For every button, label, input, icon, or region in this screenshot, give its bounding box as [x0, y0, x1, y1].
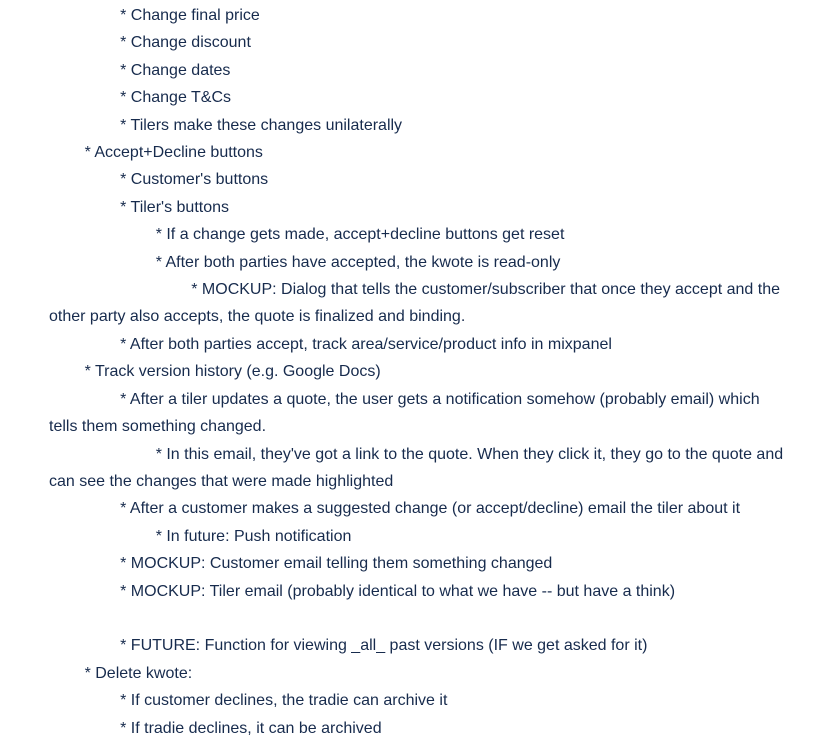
list-item-track-mixpanel: * After both parties accept, track area/service/product info in mixpanel	[49, 335, 612, 353]
list-item-change-resets-buttons: * If a change gets made, accept+decline buttons get reset	[49, 226, 565, 244]
list-item-tradie-declines: * If tradie declines, it can be archived	[49, 719, 382, 737]
list-item-tilers-buttons: * Tiler's buttons	[49, 198, 230, 216]
list-item-tilers-unilateral: * Tilers make these changes unilaterally	[49, 116, 403, 134]
list-item-mockup-tiler-email: * MOCKUP: Tiler email (probably identical to what we have -- but have a think)	[49, 582, 676, 600]
list-item-tiler-update-notification: * After a tiler updates a quote, the user gets a notification somehow (probably email) which tells them something changed.	[49, 390, 765, 436]
list-item-change-discount: * Change discount	[49, 34, 251, 52]
list-item-change-tcs: * Change T&Cs	[49, 89, 231, 107]
list-item-push-notification: * In future: Push notification	[49, 527, 352, 545]
document-body	[49, 2, 789, 742]
list-item-version-history: * Track version history (e.g. Google Docs)	[49, 363, 381, 381]
list-item-change-final-price: * Change final price	[49, 7, 260, 24]
list-item-delete-kwote: * Delete kwote:	[49, 664, 193, 682]
list-item-customer-declines: * If customer declines, the tradie can archive it	[49, 692, 448, 710]
list-item-customer-change-email: * After a customer makes a suggested change (or accept/decline) email the tiler about it	[49, 500, 741, 518]
list-item-mockup-dialog: * MOCKUP: Dialog that tells the customer/subscriber that once they accept and the other party also accepts, the quote is finalized and binding.	[49, 281, 785, 326]
list-item-future-past-versions: * FUTURE: Function for viewing _all_ past versions (IF we get asked for it)	[49, 637, 648, 655]
list-item-accept-decline-buttons: * Accept+Decline buttons	[49, 144, 263, 162]
blank-line	[49, 605, 789, 632]
list-item-mockup-customer-email: * MOCKUP: Customer email telling them something changed	[49, 555, 553, 573]
list-item-read-only-after-accept: * After both parties have accepted, the kwote is read-only	[49, 253, 561, 271]
list-item-customers-buttons: * Customer's buttons	[49, 171, 269, 189]
list-item-email-link: * In this email, they've got a link to the quote. When they click it, they go to the quote and can see the changes that were made highlighted	[49, 445, 788, 490]
list-item-change-dates: * Change dates	[49, 61, 231, 79]
